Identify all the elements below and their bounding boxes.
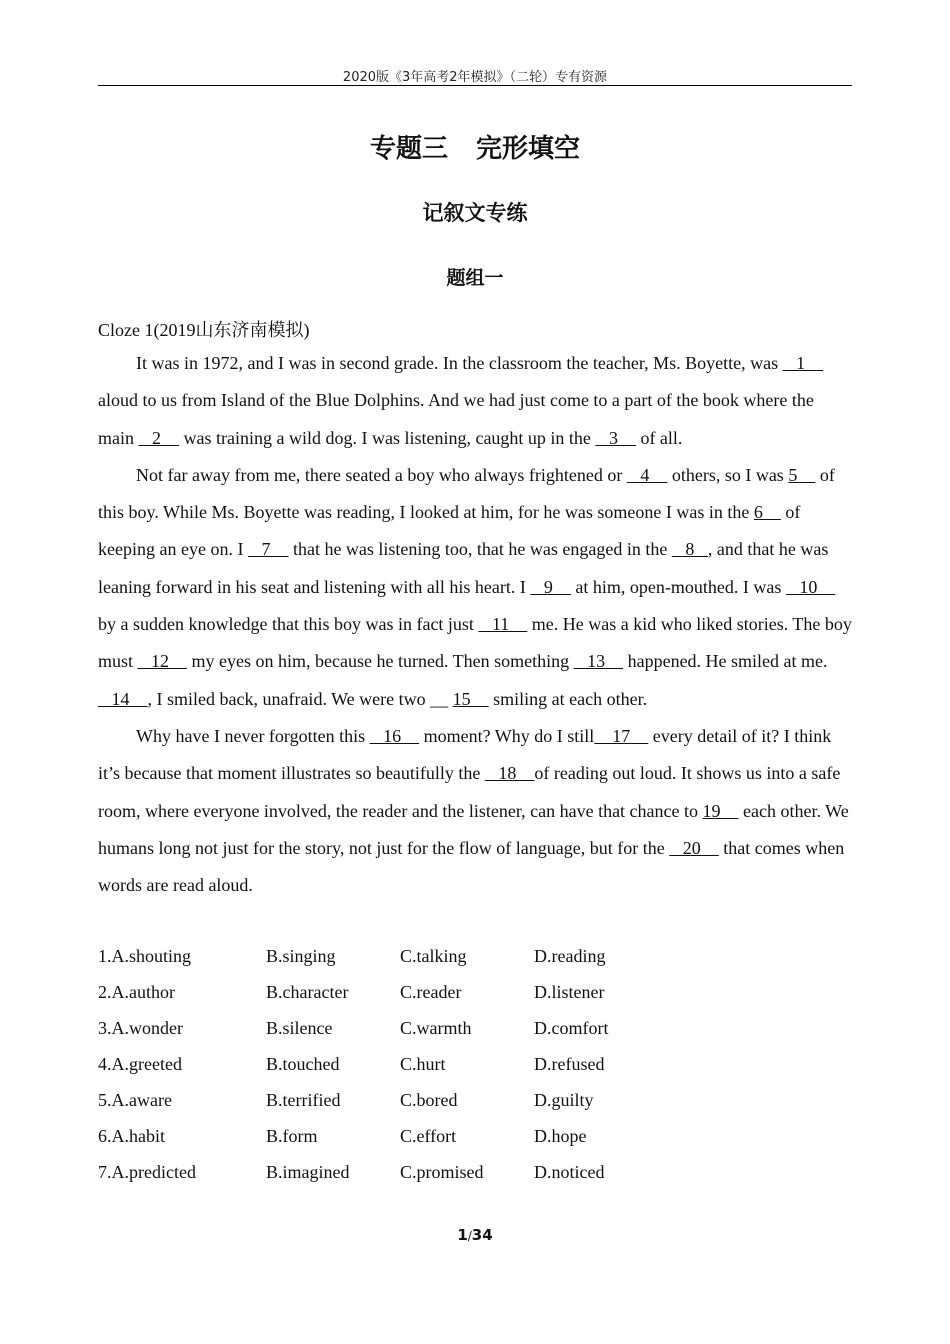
option-row-7: 7.A.predicted B.imagined C.promised D.noticed [98,1162,605,1182]
header-rule [98,85,852,86]
blank-8: 8 [671,539,708,560]
blank-13: 13 [573,651,624,672]
blank-3: 3 [595,427,636,448]
section-subtitle: 记叙文专练 [422,201,528,225]
blank-14: 14 [98,688,148,709]
blank-1: 1 [782,353,824,373]
page-total: 34 [471,1226,493,1244]
blank-6: 6 [753,502,781,523]
paragraph-1: It was in 1972, and I was in second grade. In the classroom the teacher, Ms. Boyette, was 1 aloud to us from Island of the Blue Dolphins. And we had just come to a part of the book where the main 2 was training a wild dog. I was listening, caught up in the 3 of all. [98,353,824,448]
blank-4: 4 [626,464,668,485]
option-row-5: 5.A.aware B.terrified C.bored D.guilty [98,1090,594,1110]
option-row-4: 4.A.greeted B.touched C.hurt D.refused [98,1054,605,1074]
page-separator: / [467,1229,472,1243]
page-title [0,128,950,165]
group-title: 题组一 [446,267,504,289]
blank-12: 12 [137,651,188,672]
cloze-source-line: Cloze 1(2019山东济南模拟) [98,320,310,340]
blank-15: 15 [452,688,489,709]
paragraph-3: Why have I never forgotten this 16 moment? Why do I still 17 every detail of it? I think it’s because that moment illustrates so beautifully the 18 of reading out loud. It shows us into a safe room, where everyone involved, the reader and the listener, can have that chance to 19 each other. We humans long not just for the story, not just for the flow of language, but for the 20 that comes when words are read aloud. [98,725,849,896]
blank-17: 17 [594,725,649,746]
option-row-3: 3.A.wonder B.silence C.warmth D.comfort [98,1018,609,1038]
blank-5: 5 [788,464,816,485]
blank-7: 7 [247,539,289,560]
blank-18: 18 [484,763,535,784]
title-part1: 专题三 [369,134,448,164]
blank-9: 9 [530,576,571,597]
option-row-1: 1.A.shouting B.singing C.talking D.reading [98,946,606,966]
page-current: 1 [457,1226,468,1244]
paragraph-2: Not far away from me, there seated a boy who always frightened or 4 others, so I was 5 of this boy. While Ms. Boyette was reading, I looked at him, for he was someone I was in the 6 of keeping an eye on. I 7 that he was listening too, that he was engaged in the 8 , and that he was leaning forward in his seat and listening with all his heart. I 9 at him, open-mouthed. I was 10 by a sudden knowledge that this boy was in fact just 11 me. He was a kid who liked stories. The boy must 12 my eyes on him, because he turned. Then something 13 happened. He smiled at me. 14 , I smiled back, unafraid. We were two __ 15 smiling at each other. [98,464,852,709]
option-row-2: 2.A.author B.character C.reader D.listener [98,982,605,1002]
answer-options [98,940,852,1192]
option-row-6: 6.A.habit B.form C.effort D.hope [98,1126,587,1146]
title-part2: 完形填空 [476,134,581,164]
page-number [0,1226,950,1244]
blank-19: 19 [702,800,739,821]
blank-20: 20 [669,837,719,858]
page-header: 2020版《3年高考2年模拟》（二轮）专有资源 [342,70,608,85]
blank-16: 16 [369,725,420,746]
blank-2: 2 [138,427,179,448]
blank-10: 10 [785,576,836,597]
cloze-passage [98,345,852,904]
blank-11: 11 [478,614,528,635]
